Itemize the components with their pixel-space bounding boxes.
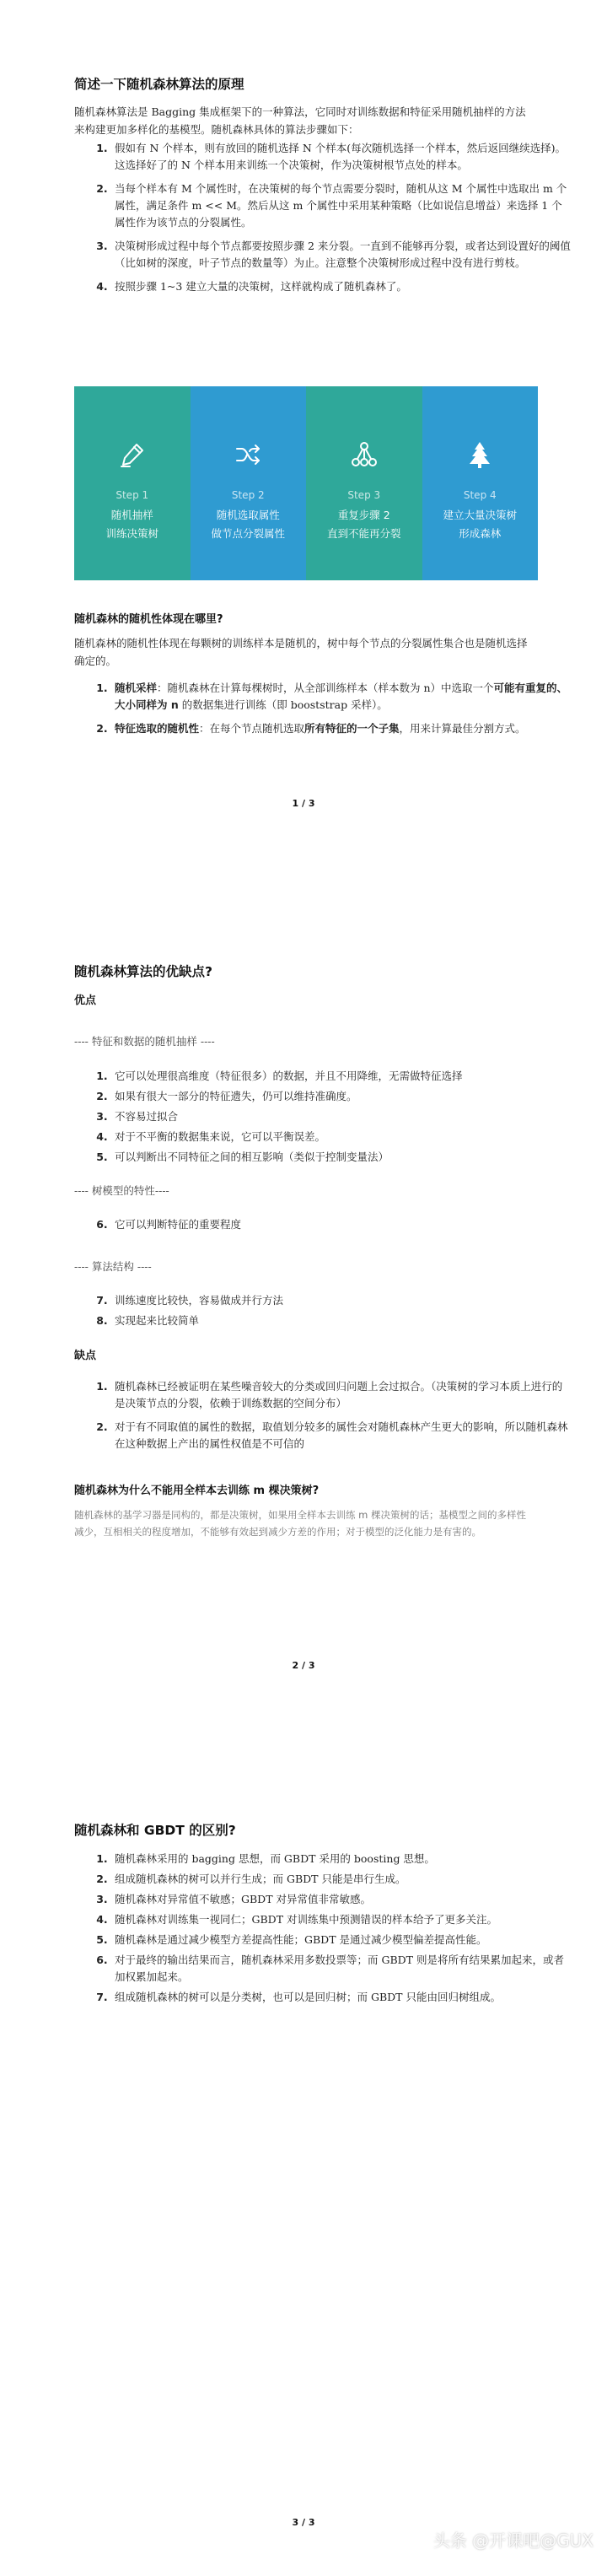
banner-step-number: Step 3 [347, 489, 381, 501]
algorithm-step: 2. 当每个样本有 M 个属性时，在决策树的每个节点需要分裂时，随机从这 M 个属性中选取出 m 个属性，满足条件 m << M。然后从这 m 个属性中采用某种策略（比如说信息增益）来选择 1 个属性作为该节点的分裂属性。 [111, 181, 571, 231]
algorithm-step: 3. 决策树形成过程中每个节点都要按照步骤 2 来分裂。一直到不能够再分裂，或者达到设置好的阈值（比如树的深度，叶子节点的数量等）为止。注意整个决策树形成过程中没有进行剪枝。 [111, 238, 571, 272]
pros-item: 4. 对于不平衡的数据集来说，它可以平衡误差。 [111, 1129, 571, 1145]
pros-list-3 [74, 1292, 571, 1333]
group-separator: ---- 特征和数据的随机抽样 ---- [74, 1035, 215, 1048]
banner-step-line1: 建立大量决策树 [443, 509, 517, 521]
randomness-item [111, 680, 571, 714]
page1-intro: 随机森林算法是 Bagging 集成框架下的一种算法，它同时对训练数据和特征采用随机抽样的方法来构建更加多样化的基模型。随机森林具体的算法步骤如下： [74, 105, 526, 136]
watermark-text: 头条 @开课吧@GUX [432, 2530, 594, 2551]
comparison-item: 2. 组成随机森林的树可以并行生成；而 GBDT 只能是串行生成。 [111, 1871, 571, 1888]
page-number: 1 / 3 [292, 798, 315, 809]
item-keyword: 随机采样 [115, 682, 158, 694]
banner-step-line2: 训练决策树 [105, 527, 158, 540]
pros-item: 6. 它可以判断特征的重要程度 [111, 1216, 571, 1233]
page-3 [0, 1717, 607, 2576]
page-number: 2 / 3 [292, 1660, 315, 1671]
cons-title: 缺点 [74, 1350, 97, 1362]
pros-list-1 [74, 1068, 571, 1169]
randomness-title: 随机森林的随机性体现在哪里? [74, 613, 223, 626]
algorithm-step: 4. 按照步骤 1~3 建立大量的决策树，这样就构成了随机森林了。 [111, 278, 571, 295]
item-text: 的数据集进行训练（即 booststrap 采样）。 [178, 698, 388, 711]
pros-item: 8. 实现起来比较简单 [111, 1312, 571, 1329]
comparison-item: 1. 随机森林采用的 bagging 思想，而 GBDT 采用的 boosting 思想。 [111, 1851, 571, 1867]
banner-step-2 [191, 386, 307, 580]
question-title: 随机森林为什么不能用全样本去训练 m 棵决策树? [74, 1485, 320, 1497]
algorithm-step: 1. 假如有 N 个样本，则有放回的随机选择 N 个样本(每次随机选择一个样本，然后返回继续选择)。这选择好了的 N 个样本用来训练一个决策树，作为决策树根节点处的样本。 [111, 140, 571, 174]
pros-title: 优点 [74, 994, 97, 1007]
banner-step-number: Step 2 [231, 489, 265, 501]
question-answer: 随机森林的基学习器是同构的，都是决策树，如果用全样本去训练 m 棵决策树的话；基模型之间的多样性减少，互相相关的程度增加，不能够有效起到减少方差的作用；对于模型的泛化能力是有害的。 [74, 1509, 527, 1538]
item-emphasis: 所有特征的一个子集 [304, 722, 400, 735]
randomness-list [74, 680, 571, 744]
item-text: ：在每个节点随机选取 [199, 722, 305, 735]
pros-item: 3. 不容易过拟合 [111, 1108, 571, 1125]
banner-step-line2: 形成森林 [459, 527, 502, 540]
item-text: ，用来计算最佳分割方式。 [399, 722, 526, 735]
page-2 [0, 859, 607, 1717]
cons-item: 1. 随机森林已经被证明在某些噪音较大的分类或回归问题上会过拟合。（决策树的学习本质上进行的是决策节点的分裂，依赖于训练数据的空间分布） [111, 1378, 571, 1412]
pros-list-2 [74, 1216, 571, 1237]
cons-list [74, 1378, 571, 1459]
item-text: ：随机森林在计算每棵树时，从全部训练样本（样本数为 n）中选取一个 [157, 682, 494, 694]
page-1 [0, 0, 607, 859]
group-separator: ---- 树模型的特性---- [74, 1184, 169, 1197]
banner-step-line1: 随机选取属性 [216, 509, 280, 521]
banner-step-number: Step 1 [115, 489, 149, 501]
comparison-item: 5. 随机森林是通过减少模型方差提高性能；GBDT 是通过减少模型偏差提高性能。 [111, 1932, 571, 1948]
banner-step-line2: 做节点分裂属性 [211, 527, 285, 540]
steps-banner [74, 386, 538, 580]
algorithm-steps-list [74, 140, 571, 302]
comparison-list [74, 1851, 571, 2009]
shuffle-icon [234, 440, 262, 469]
network-icon [350, 440, 379, 469]
item-keyword: 特征选取的随机性 [115, 722, 200, 735]
banner-step-line1: 随机抽样 [110, 509, 153, 521]
comparison-item: 3. 随机森林对异常值不敏感；GBDT 对异常值非常敏感。 [111, 1891, 571, 1908]
group-separator: ---- 算法结构 ---- [74, 1260, 152, 1273]
pros-item: 5. 可以判断出不同特征之间的相互影响（类似于控制变量法） [111, 1149, 571, 1166]
page1-title: 简述一下随机森林算法的原理 [74, 77, 244, 92]
randomness-intro: 随机森林的随机性体现在每颗树的训练样本是随机的，树中每个节点的分裂属性集合也是随机选择确定的。 [74, 637, 528, 667]
banner-step-line2: 直到不能再分裂 [326, 527, 401, 540]
comparison-item: 7. 组成随机森林的树可以是分类树，也可以是回归树；而 GBDT 只能由回归树组成。 [111, 1989, 571, 2006]
randomness-item [111, 720, 571, 737]
comparison-item: 6. 对于最终的输出结果而言，随机森林采用多数投票等；而 GBDT 则是将所有结果累加起来，或者加权累加起来。 [111, 1952, 571, 1986]
pros-item: 1. 它可以处理很高维度（特征很多）的数据，并且不用降维，无需做特征选择 [111, 1068, 571, 1085]
page-number: 3 / 3 [292, 2517, 315, 2528]
tree-icon [465, 440, 494, 469]
banner-step-1 [74, 386, 191, 580]
item-emphasis: 可能有重复的、大小同样为 n [115, 682, 568, 711]
page2-title: 随机森林算法的优缺点? [74, 964, 212, 979]
pros-item: 7. 训练速度比较快，容易做成并行方法 [111, 1292, 571, 1309]
banner-step-number: Step 4 [463, 489, 497, 501]
banner-step-line1: 重复步骤 2 [337, 509, 390, 521]
comparison-item: 4. 随机森林对训练集一视同仁；GBDT 对训练集中预测错误的样本给予了更多关注。 [111, 1911, 571, 1928]
pencil-icon [118, 440, 147, 469]
pros-item: 2. 如果有很大一部分的特征遗失，仍可以维持准确度。 [111, 1088, 571, 1105]
page3-title: 随机森林和 GBDT 的区别? [74, 1823, 236, 1838]
banner-step-4 [422, 386, 539, 580]
banner-step-3 [306, 386, 422, 580]
cons-item: 2. 对于有不同取值的属性的数据，取值划分较多的属性会对随机森林产生更大的影响，所以随机森林在这种数据上产出的属性权值是不可信的 [111, 1419, 571, 1452]
